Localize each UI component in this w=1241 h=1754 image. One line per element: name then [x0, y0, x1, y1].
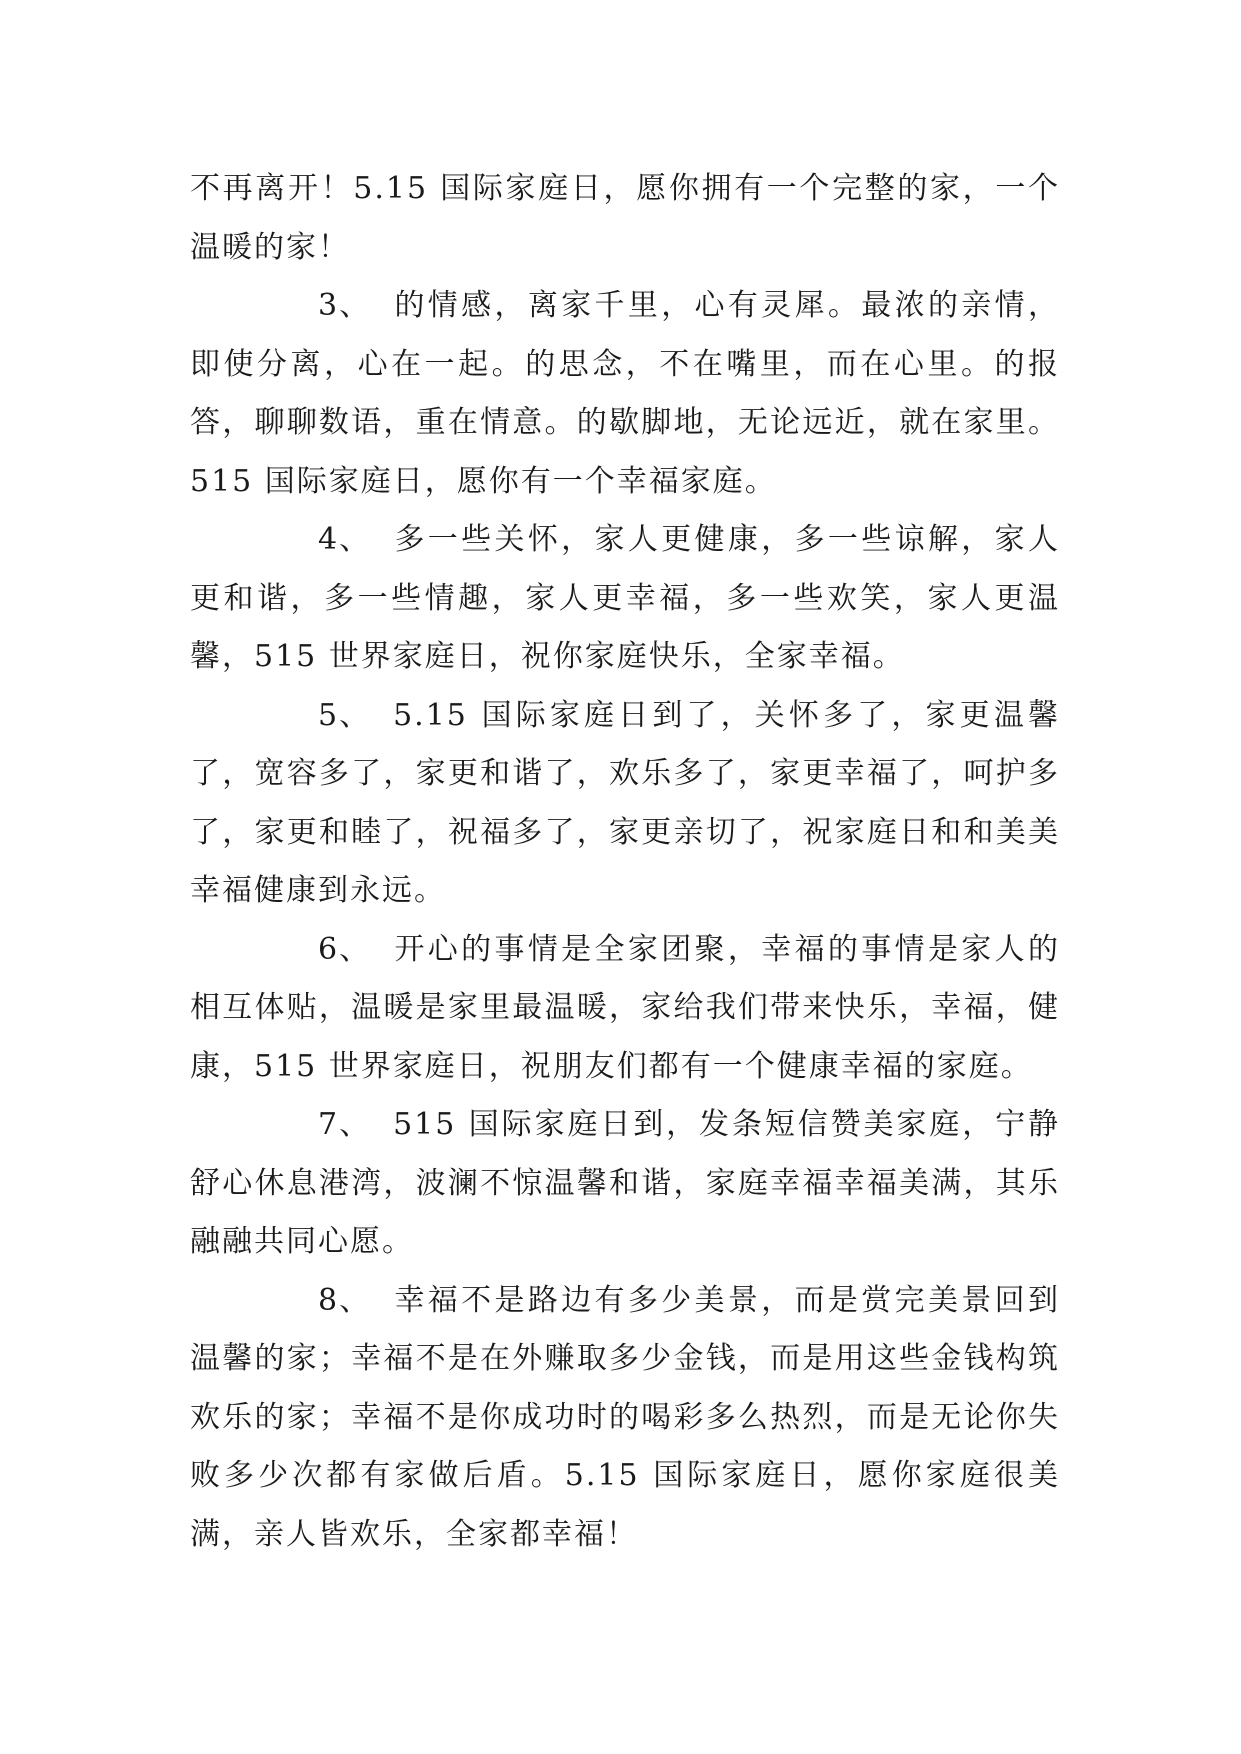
document-body: [190, 160, 1060, 1564]
paragraph-5: [190, 687, 1060, 921]
paragraph-4: [190, 511, 1060, 687]
paragraph-text: 5.15 国际家庭日到了，关怀多了，家更温馨了，宽容多了，家更和谐了，欢乐多了，家更幸福了，呵护多了，家更和睦了，祝福多了，家更亲切了，祝家庭日和和美美幸福健康到永远。: [190, 697, 1060, 908]
paragraph-text: 幸福不是路边有多少美景，而是赏完美景回到温馨的家；幸福不是在外赚取多少金钱，而是用这些金钱构筑欢乐的家；幸福不是你成功时的喝彩多么热烈，而是无论你失败多少次都有家做后盾。5.15 国际家庭日，愿你家庭很美满，亲人皆欢乐，全家都幸福！: [190, 1282, 1060, 1552]
paragraph-number: 7、: [318, 1107, 372, 1142]
paragraph-number: 3、: [318, 288, 372, 323]
paragraph-text: 开心的事情是全家团聚，幸福的事情是家人的相互体贴，温暖是家里最温暖，家给我们带来快乐，幸福，健康，515 世界家庭日，祝朋友们都有一个健康幸福的家庭。: [190, 931, 1060, 1084]
paragraph-number: 5、: [318, 697, 372, 733]
paragraph-continuation: [190, 160, 1060, 277]
paragraph-3: [190, 277, 1060, 511]
paragraph-text: 的情感，离家千里，心有灵犀。最浓的亲情，即使分离，心在一起。的思念，不在嘴里，而在心里。的报答，聊聊数语，重在情意。的歇脚地，无论远近，就在家里。515 国际家庭日，愿你有一个幸福家庭。: [190, 288, 1060, 499]
paragraph-text: 多一些关怀，家人更健康，多一些谅解，家人更和谐，多一些情趣，家人更幸福，多一些欢笑，家人更温馨，515 世界家庭日，祝你家庭快乐，全家幸福。: [190, 522, 1060, 674]
paragraph-6: [190, 921, 1060, 1097]
paragraph-8: [190, 1272, 1060, 1565]
paragraph-number: 8、: [318, 1282, 372, 1318]
paragraph-text: 515 国际家庭日到，发条短信赞美家庭，宁静舒心休息港湾，波澜不惊温馨和谐，家庭幸福幸福美满，其乐融融共同心愿。: [190, 1107, 1060, 1259]
paragraph-text: 不再离开！5.15 国际家庭日，愿你拥有一个完整的家，一个温暖的家！: [190, 171, 1060, 265]
paragraph-number: 4、: [318, 522, 372, 557]
paragraph-7: [190, 1096, 1060, 1272]
paragraph-number: 6、: [318, 931, 372, 967]
